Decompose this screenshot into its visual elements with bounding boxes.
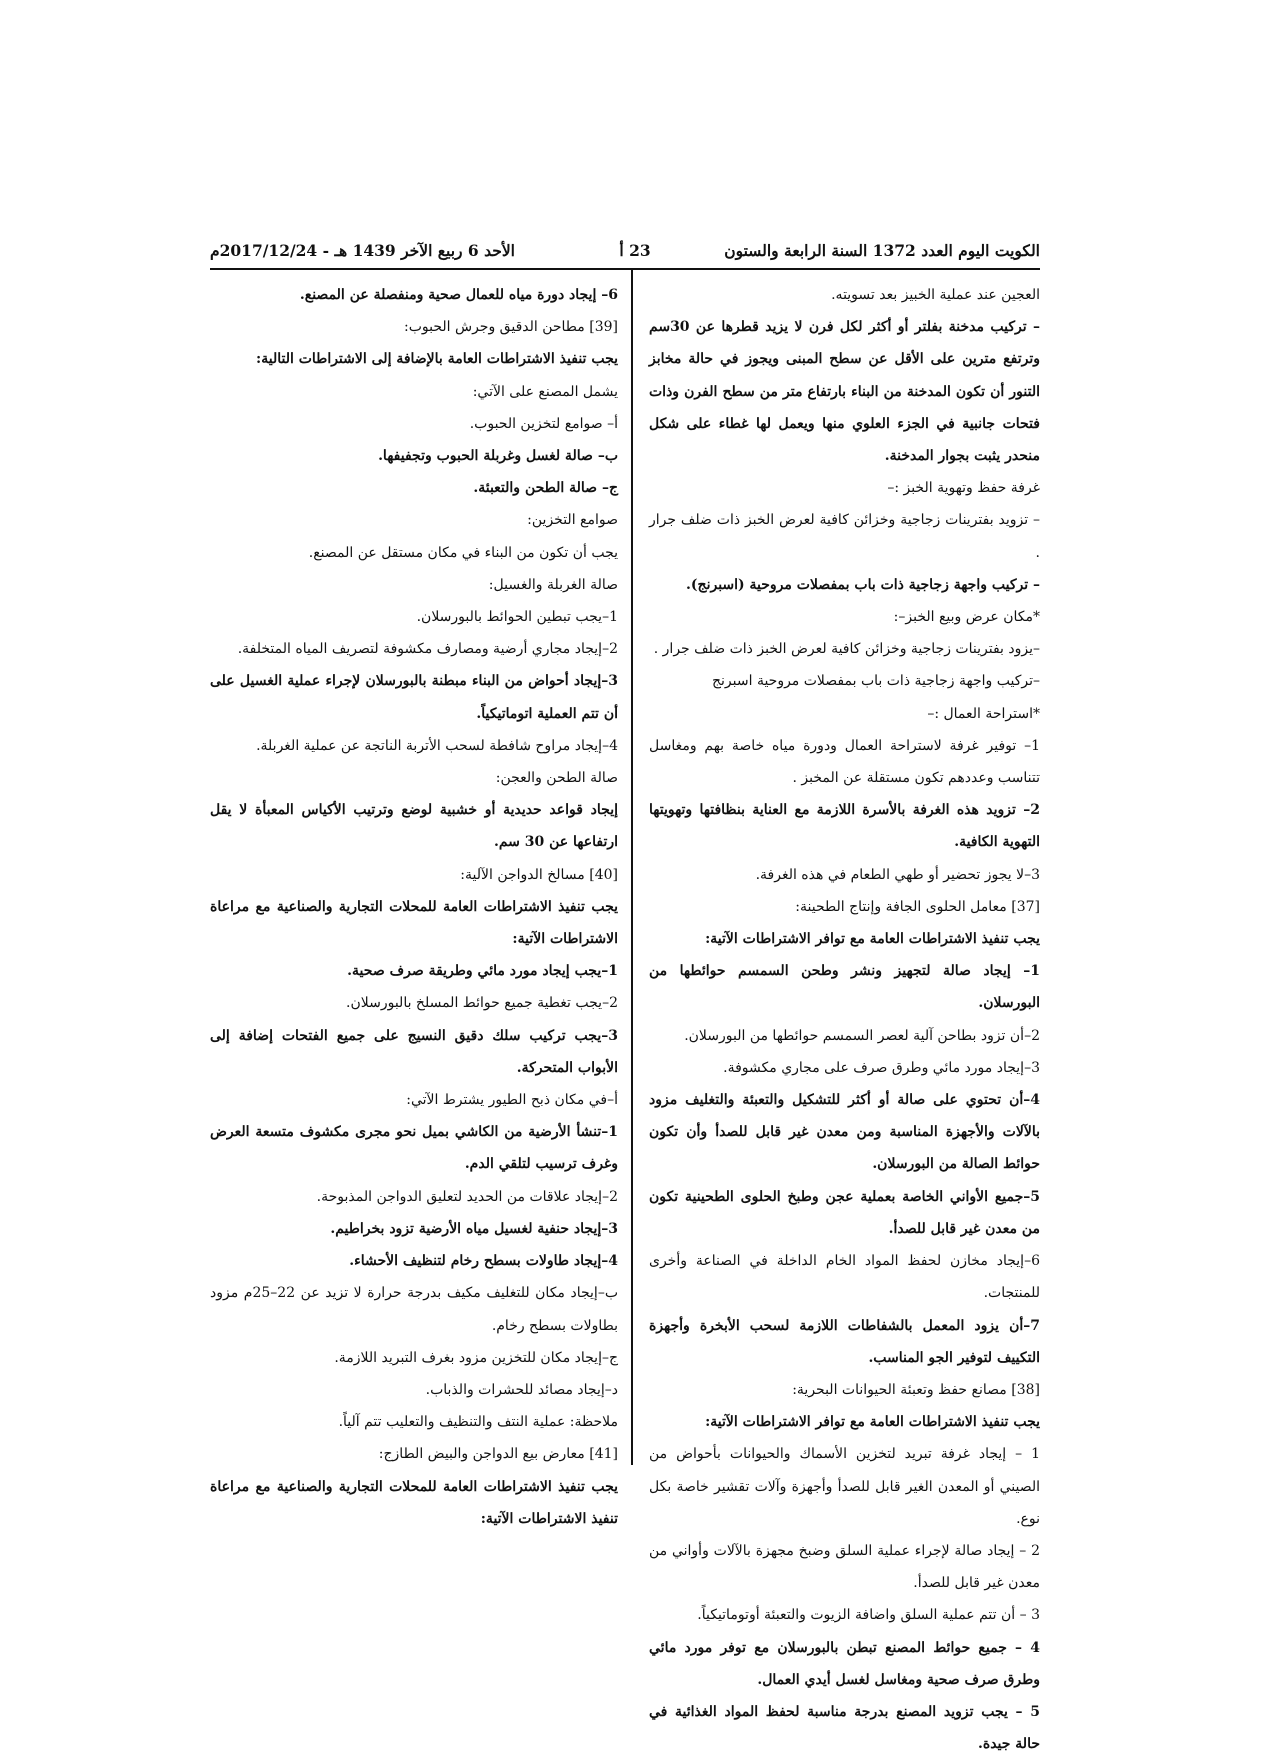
paragraph: – تزويد بفترينات زجاجية وخزائن كافية لعرض الخبز ذات ضلف جرار . [649, 512, 1040, 561]
header-issue-info: الكويت اليوم العدد 1372 السنة الرابعة والستون [724, 241, 1040, 260]
paragraph: 1–تنشأ الأرضية من الكاشي بميل نحو مجرى مكشوف متسعة العرض وغرف ترسيب لتلقي الدم. [210, 1124, 618, 1173]
paragraph: 3–إيجاد أحواض من البناء مبطنة بالبورسلان لإجراء عملية الغسيل على أن تتم العملية اتوماتيكياً. [210, 673, 618, 722]
paragraph: صوامع التخزين: [527, 512, 618, 529]
paragraph: 3 – أن تتم عملية السلق واضافة الزيوت والتعبئة أوتوماتيكياً. [697, 1607, 1040, 1624]
page-number: 23 أ [619, 241, 651, 260]
paragraph: ب– صالة لغسل وغربلة الحبوب وتجفيفها. [378, 448, 618, 465]
paragraph: 3–إيجاد حنفية لغسيل مياه الأرضية تزود بخراطيم. [330, 1220, 618, 1237]
paragraph: 1–يجب تبطين الحوائط بالبورسلان. [416, 609, 618, 626]
paragraph: صالة الطحن والعجن: [495, 770, 618, 787]
paragraph: 6– إيجاد دورة مياه للعمال صحية ومنفصلة عن المصنع. [299, 287, 618, 303]
paragraph: يجب تنفيذ الاشتراطات العامة مع توافر الاشتراطات الآتية: [705, 1414, 1040, 1431]
paragraph: 1 – إيجاد غرفة تبريد لتخزين الأسماك والحيوانات بأحواض من الصيني أو المعدن الغير قابل للصدأ وأجهزة وآلات تقشير خاصة بكل نوع. [649, 1446, 1040, 1527]
paragraph: *استراحة العمال :– [927, 705, 1040, 722]
header-date: الأحد 6 ربيع الآخر 1439 هـ - 2017/12/24م [210, 241, 515, 260]
section-heading: [38] مصانع حفظ وتعبئة الحيوانات البحرية: [792, 1381, 1040, 1398]
section-heading: [40] مسالخ الدواجن الآلية: [460, 866, 618, 883]
paragraph: 7–أن يزود المعمل بالشفاطات اللازمة لسحب الأبخرة وأجهزة التكييف لتوفير الجو المناسب. [649, 1317, 1040, 1366]
section-heading: [41] معارض بيع الدواجن والبيض الطازج: [378, 1446, 618, 1463]
right-column [649, 279, 1040, 1760]
paragraph: 2– تزويد هذه الغرفة بالأسرة اللازمة مع العناية بنظافتها وتهويتها التهوية الكافية. [649, 802, 1040, 851]
paragraph: 2–أن تزود بطاحن آلية لعصر السمسم حوائطها من البورسلان. [684, 1027, 1040, 1044]
paragraph: 4–إيجاد مراوح شافطة لسحب الأتربة الناتجة عن عملية الغربلة. [256, 737, 618, 754]
paragraph: 2–يجب تغطية جميع حوائط المسلخ بالبورسلان. [346, 995, 618, 1012]
paragraph: 1–يجب إيجاد مورد مائي وطريقة صرف صحية. [347, 963, 618, 980]
paragraph: 4 – جميع حوائط المصنع تبطن بالبورسلان مع توفر مورد مائي وطرق صرف صحية ومغاسل لغسل أيدي العمال. [649, 1639, 1040, 1688]
paragraph: 1– توفير غرفة لاستراحة العمال ودورة مياه خاصة بهم ومغاسل تتناسب وعددهم تكون مستقلة عن المخبز . [649, 737, 1040, 787]
header-rule [210, 268, 1040, 270]
paragraph: ج–إيجاد مكان للتخزين مزود بغرف التبريد اللازمة. [334, 1349, 618, 1366]
paragraph: غرفة حفظ وتهوية الخبز :– [887, 480, 1040, 497]
paragraph: *مكان عرض وبيع الخبز–: [893, 609, 1040, 626]
paragraph: 3–إيجاد مورد مائي وطرق صرف على مجاري مكشوفة. [723, 1059, 1040, 1076]
paragraph: – تركيب مدخنة بفلتر أو أكثر لكل فرن لا يزيد قطرها عن 30سم وترتفع مترين على الأقل عن سطح المبنى ويجوز في حالة مخابز التنور أن تكون المدخنة من البناء بارتفاع متر من سطح الفرن وذات فتحات جانبية في الجزء العلوي منها ويعمل لها غطاء على شكل منحدر يثبت بجوار المدخنة. [649, 319, 1040, 465]
paragraph: 3–يجب تركيب سلك دقيق النسيج على جميع الفتحات إضافة إلى الأبواب المتحركة. [210, 1027, 618, 1076]
column-divider [631, 270, 633, 1465]
paragraph: –يزود بفترينات زجاجية وخزائن كافية لعرض الخبز ذات ضلف جرار . [653, 641, 1040, 658]
paragraph: يجب تنفيذ الاشتراطات العامة مع توافر الاشتراطات الآتية: [705, 931, 1040, 948]
paragraph: 3–لا يجوز تحضير أو طهي الطعام في هذه الغرفة. [755, 866, 1040, 883]
paragraph: ج– صالة الطحن والتعبئة. [473, 480, 618, 497]
section-heading: [39] مطاحن الدقيق وجرش الحبوب: [404, 319, 618, 336]
paragraph: يجب تنفيذ الاشتراطات العامة للمحلات التجارية والصناعية مع مراعاة الاشتراطات الآتية: [210, 898, 618, 948]
paragraph: أ– صوامع لتخزين الحبوب. [469, 415, 618, 432]
paragraph: يجب أن تكون من البناء في مكان مستقل عن المصنع. [308, 544, 618, 561]
page-header [210, 235, 1040, 269]
paragraph: ملاحظة: عملية النتف والتنظيف والتعليب تتم آلياً. [338, 1414, 618, 1431]
paragraph: ب–إيجاد مكان للتغليف مكيف بدرجة حرارة لا تزيد عن 22–25م مزود بطاولات بسطح رخام. [210, 1285, 618, 1334]
paragraph: 2 – إيجاد صالة لإجراء عملية السلق وضبخ مجهزة بالآلات وأواني من معدن غير قابل للصدأ. [649, 1542, 1040, 1592]
paragraph: 5–جميع الأواني الخاصة بعملية عجن وطبخ الحلوى الطحينية تكون من معدن غير قابل للصدأ. [649, 1188, 1040, 1237]
paragraph: 4–إيجاد طاولات بسطح رخام لتنظيف الأحشاء. [349, 1253, 618, 1270]
left-column [210, 279, 618, 1535]
paragraph: –تركيب واجهة زجاجية ذات باب بمفصلات مروحية اسبرنج [711, 673, 1040, 690]
paragraph: د–إيجاد مصائد للحشرات والذباب. [425, 1381, 618, 1398]
paragraph: 2–إيجاد مجاري أرضية ومصارف مكشوفة لتصريف المياه المتخلفة. [237, 641, 618, 658]
paragraph: يشمل المصنع على الآتي: [472, 383, 618, 400]
paragraph: العجين عند عملية الخبيز بعد تسويته. [831, 287, 1040, 303]
paragraph: إيجاد قواعد حديدية أو خشبية لوضع وترتيب الأكياس المعبأة لا يقل ارتفاعها عن 30 سم. [210, 802, 618, 851]
paragraph: – تركيب واجهة زجاجية ذات باب بمفصلات مروحية (اسبرنج). [686, 576, 1040, 593]
paragraph: 4–أن تحتوي على صالة أو أكثر للتشكيل والتعبئة والتغليف مزود بالآلات والأجهزة المناسبة ومن معدن غير قابل للصدأ وأن تكون حوائط الصالة من البورسلان. [649, 1092, 1040, 1173]
paragraph: صالة الغربلة والغسيل: [488, 576, 618, 593]
paragraph: يجب تنفيذ الاشتراطات العامة للمحلات التجارية والصناعية مع مراعاة تنفيذ الاشتراطات الآتية: [210, 1478, 618, 1527]
paragraph: 1– إيجاد صالة لتجهيز ونشر وطحن السمسم حوائطها من البورسلان. [649, 963, 1040, 1012]
paragraph: 2–إيجاد علاقات من الحديد لتعليق الدواجن المذبوحة. [316, 1188, 618, 1205]
section-heading: [37] معامل الحلوى الجافة وإنتاج الطحينة: [795, 898, 1040, 915]
paragraph: أ–في مكان ذبح الطيور يشترط الآتي: [406, 1092, 618, 1109]
paragraph: 6–إيجاد مخازن لحفظ المواد الخام الداخلة في الصناعة وأخرى للمنتجات. [649, 1253, 1040, 1302]
paragraph: 5 – يجب تزويد المصنع بدرجة مناسبة لحفظ المواد الغذائية في حالة جيدة. [649, 1703, 1040, 1753]
paragraph: يجب تنفيذ الاشتراطات العامة بالإضافة إلى الاشتراطات التالية: [256, 351, 618, 368]
